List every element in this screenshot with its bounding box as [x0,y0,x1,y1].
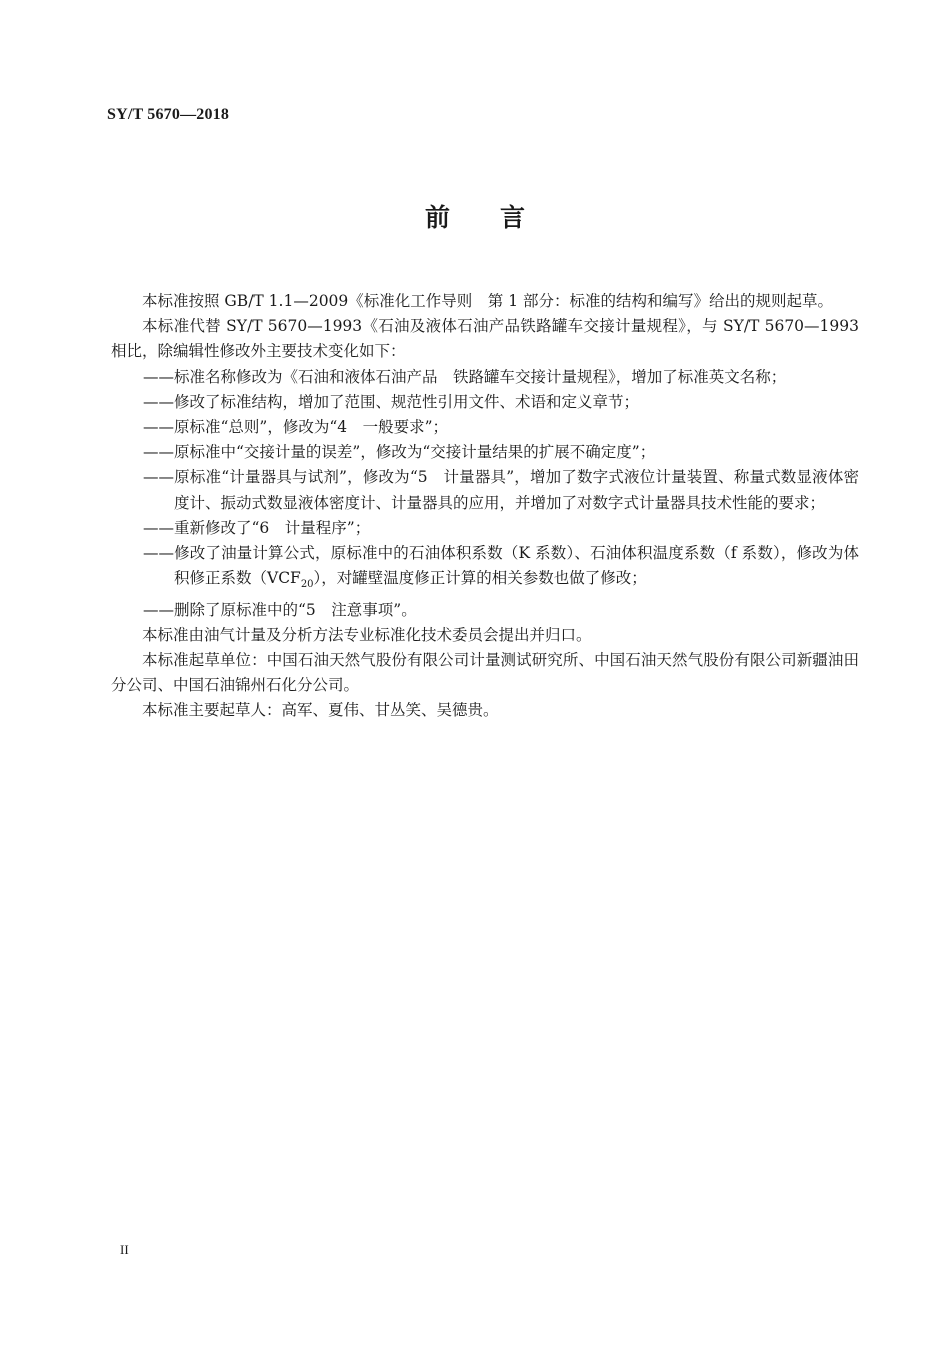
change-item-tail: ），对罐壁温度修正计算的相关参数也做了修改； [313,569,647,588]
change-item: ——修改了标准结构，增加了范围、规范性引用文件、术语和定义章节； [143,392,640,411]
vcf-subscript: 20 [300,579,314,591]
change-item: ——重新修改了“6 计量程序”； [143,518,371,537]
change-item-text: ——修改了油量计算公式，原标准中的石油体积系数（K 系数）、石油体积温度系数（f 系数），修改为体积修正系数（VCF [143,544,859,588]
paragraph-drafters: 本标准主要起草人：高军、夏伟、甘丛笑、吴德贵。 [142,701,499,720]
paragraph-drafting-rules: 本标准按照 GB/T 1.1—2009《标准化工作导则 第 1 部分：标准的结构和编写》给出的规则起草。 [142,292,834,310]
standard-code: SY/T 5670—2018 [107,106,230,123]
foreword-body [111,289,859,724]
paragraph-drafting-units: 本标准起草单位：中国石油天然气股份有限公司计量测试研究所、中国石油天然气股份有限公司新疆油田分公司、中国石油锦州石化分公司。 [111,650,859,695]
change-item-formula [111,541,859,598]
paragraph-proposer: 本标准由油气计量及分析方法专业标准化技术委员会提出并归口。 [142,625,592,644]
change-item: ——原标准中“交接计量的误差”，修改为“交接计量结果的扩展不确定度”； [143,443,656,462]
paragraph-replaces: 本标准代替 SY/T 5670—1993《石油及液体石油产品铁路罐车交接计量规程》，与 SY/T 5670—1993 相比，除编辑性修改外主要技术变化如下： [111,317,859,361]
change-item: ——标准名称修改为《石油和液体石油产品 铁路罐车交接计量规程》，增加了标准英文名称； [143,367,787,386]
change-item: ——原标准“计量器具与试剂”，修改为“5 计量器具”，增加了数字式液位计量装置、称量式数显液体密度计、振动式数显液体密度计、计量器具的应用，并增加了对数字式计量器具技术性能的要求； [143,468,859,512]
change-item: ——原标准“总则”，修改为“4 一般要求”； [143,418,449,437]
page-title: 前言 [424,203,575,232]
page-number: II [120,1242,129,1257]
change-item: ——删除了原标准中的“5 注意事项”。 [143,600,417,619]
